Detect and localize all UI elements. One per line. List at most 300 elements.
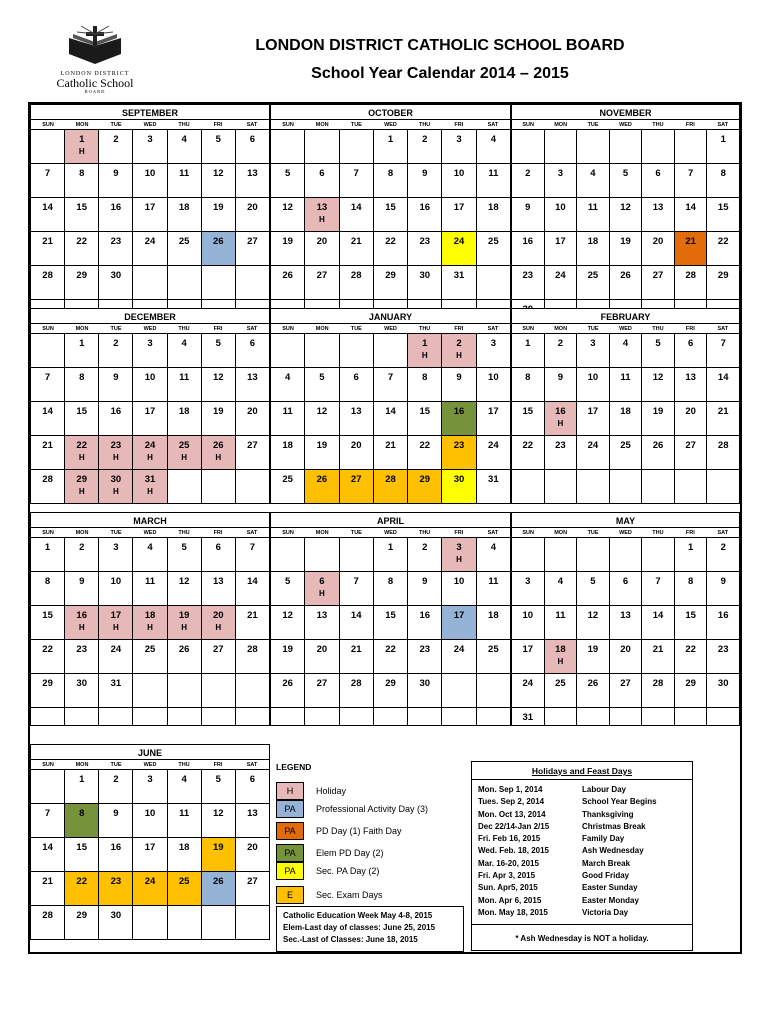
day-number: 11	[587, 202, 598, 213]
day-cell	[236, 402, 270, 436]
day-cell	[675, 674, 708, 708]
day-cell	[545, 334, 578, 368]
weekday-label: SAT	[246, 122, 258, 128]
day-cell	[477, 130, 511, 164]
day-number: 15	[42, 610, 53, 621]
day-number: 10	[587, 372, 599, 383]
day-number: 8	[79, 372, 85, 383]
day-number: 22	[76, 440, 87, 451]
day-cell	[610, 674, 643, 708]
day-cell	[512, 368, 545, 402]
weekday-label: SUN	[282, 326, 294, 332]
holiday-row	[472, 870, 692, 882]
day-number: 9	[422, 168, 428, 179]
day-number: 13	[247, 372, 258, 383]
day-number: 21	[42, 440, 53, 451]
day-number: 14	[42, 202, 53, 213]
day-cell	[374, 232, 408, 266]
day-cell	[707, 674, 740, 708]
holiday-name: School Year Begins	[582, 797, 657, 807]
note-catholic-education-week: Catholic Education Week May 4-8, 2015	[283, 911, 433, 920]
day-cell	[99, 266, 133, 300]
day-cell	[642, 198, 675, 232]
day-number: 17	[522, 644, 534, 655]
day-cell	[707, 436, 740, 470]
day-cell	[675, 436, 708, 470]
day-cell	[65, 402, 99, 436]
day-number: 30	[419, 270, 431, 281]
day-cell	[168, 402, 202, 436]
day-cell	[133, 838, 167, 872]
day-cell	[545, 436, 578, 470]
legend-item	[276, 800, 428, 818]
day-number: 2	[422, 542, 428, 553]
day-cell	[545, 606, 578, 640]
day-number: 17	[110, 610, 122, 621]
day-number: 27	[212, 644, 224, 655]
day-cell	[642, 572, 675, 606]
day-number: 1	[44, 542, 51, 553]
day-number: 22	[42, 644, 53, 655]
weekday-label: WED	[384, 530, 397, 536]
day-cell	[31, 838, 65, 872]
day-number: 13	[247, 168, 258, 179]
day-number: 5	[181, 542, 187, 553]
holiday-marker: H	[147, 623, 153, 632]
day-cell	[707, 572, 740, 606]
day-cell	[305, 266, 339, 300]
day-number: 24	[522, 678, 534, 689]
day-number: 6	[655, 168, 661, 179]
day-number: 29	[685, 678, 696, 689]
weekday-label: MON	[554, 122, 568, 128]
day-cell	[340, 436, 374, 470]
holiday-marker: H	[112, 487, 119, 496]
weekday-header	[511, 324, 740, 334]
day-number: 25	[587, 270, 599, 281]
day-cell	[545, 402, 578, 436]
weekday-label: THU	[178, 326, 190, 332]
empty-cell	[236, 906, 270, 940]
day-number: 5	[319, 372, 325, 383]
day-grid	[30, 334, 270, 504]
day-cell	[236, 436, 270, 470]
day-number: 7	[387, 372, 394, 383]
day-cell	[642, 436, 675, 470]
day-number: 14	[42, 842, 53, 853]
day-cell	[99, 164, 133, 198]
empty-cell	[707, 708, 740, 726]
day-cell	[271, 606, 305, 640]
day-cell	[65, 538, 99, 572]
day-number: 30	[110, 270, 122, 281]
holiday-name: Good Friday	[582, 871, 630, 881]
day-cell	[442, 402, 476, 436]
day-number: 1	[687, 542, 694, 553]
weekday-label: SAT	[487, 326, 499, 332]
day-number: 20	[247, 842, 258, 853]
legend-swatch: PA	[276, 862, 304, 880]
weekday-label: TUE	[350, 530, 362, 536]
day-cell	[675, 572, 708, 606]
holiday-row	[472, 845, 692, 857]
day-number: 18	[587, 236, 599, 247]
day-number: 19	[652, 406, 664, 417]
day-number: 11	[179, 808, 190, 819]
day-number: 9	[525, 202, 531, 213]
weekday-header	[270, 528, 511, 538]
day-cell	[31, 368, 65, 402]
day-cell	[31, 906, 65, 940]
empty-cell	[31, 770, 65, 804]
legend-item	[276, 886, 383, 904]
day-number: 7	[655, 576, 661, 587]
day-cell	[577, 164, 610, 198]
day-grid	[30, 130, 270, 318]
day-cell	[65, 572, 99, 606]
day-number: 29	[42, 678, 53, 689]
day-number: 23	[110, 876, 122, 887]
day-cell	[577, 368, 610, 402]
day-number: 15	[419, 406, 431, 417]
weekday-label: MON	[75, 326, 89, 332]
day-cell	[477, 232, 511, 266]
day-grid	[511, 130, 740, 318]
day-number: 27	[620, 678, 631, 689]
day-number: 13	[652, 202, 664, 213]
legend-swatch: PA	[276, 822, 304, 840]
day-cell	[610, 232, 643, 266]
holiday-name: Ash Wednesday	[582, 846, 644, 856]
day-number: 24	[488, 440, 499, 451]
day-cell	[577, 436, 610, 470]
holiday-marker: H	[78, 453, 85, 462]
day-cell	[31, 572, 65, 606]
day-cell	[65, 872, 99, 906]
day-number: 7	[44, 372, 51, 383]
day-number: 8	[687, 576, 694, 587]
day-number: 28	[385, 474, 396, 485]
day-number: 24	[144, 440, 156, 451]
weekday-label: MON	[75, 122, 89, 128]
day-grid	[270, 538, 511, 726]
day-cell	[610, 164, 643, 198]
empty-cell	[168, 674, 202, 708]
day-cell	[477, 334, 511, 368]
day-cell	[305, 470, 339, 504]
day-number: 21	[385, 440, 396, 451]
day-number: 20	[620, 644, 631, 655]
day-number: 28	[350, 270, 362, 281]
legend-swatch: H	[276, 782, 304, 800]
holiday-date: Mon. Sep 1, 2014	[478, 785, 543, 794]
day-number: 25	[178, 236, 190, 247]
day-cell	[374, 198, 408, 232]
day-cell	[202, 538, 236, 572]
day-cell	[99, 804, 133, 838]
empty-cell	[271, 708, 305, 726]
day-number: 19	[282, 644, 293, 655]
legend-item	[276, 862, 379, 880]
day-cell	[675, 334, 708, 368]
day-number: 1	[422, 338, 428, 349]
day-cell	[610, 436, 643, 470]
holiday-marker: H	[181, 623, 188, 632]
day-cell	[610, 402, 643, 436]
day-number: 27	[247, 876, 258, 887]
day-number: 3	[590, 338, 596, 349]
day-cell	[133, 804, 167, 838]
day-cell	[305, 572, 339, 606]
day-number: 25	[488, 236, 499, 247]
day-number: 15	[685, 610, 696, 621]
day-number: 1	[525, 338, 531, 349]
day-number: 27	[685, 440, 696, 451]
day-cell	[374, 368, 408, 402]
holiday-marker: H	[78, 623, 85, 632]
holiday-date: Tues. Sep 2, 2014	[478, 797, 545, 807]
day-cell	[99, 906, 133, 940]
day-number: 14	[350, 610, 362, 621]
day-number: 1	[387, 542, 394, 553]
day-number: 10	[453, 576, 465, 587]
day-cell	[577, 334, 610, 368]
day-number: 19	[212, 202, 224, 213]
day-number: 3	[557, 168, 563, 179]
weekday-label: SUN	[42, 762, 54, 768]
day-number: 26	[212, 236, 224, 247]
day-number: 19	[282, 236, 293, 247]
empty-cell	[374, 334, 408, 368]
day-number: 31	[453, 270, 465, 281]
weekday-label: SAT	[246, 530, 258, 536]
day-cell	[305, 674, 339, 708]
day-cell	[610, 572, 643, 606]
day-number: 29	[385, 270, 396, 281]
day-cell	[545, 164, 578, 198]
day-number: 9	[113, 808, 119, 819]
day-number: 6	[319, 576, 325, 587]
day-cell	[577, 606, 610, 640]
day-number: 19	[316, 440, 328, 451]
day-cell	[271, 402, 305, 436]
weekday-label: SUN	[522, 530, 535, 536]
day-cell	[408, 402, 442, 436]
day-cell	[340, 266, 374, 300]
day-cell	[99, 232, 133, 266]
weekday-label: THU	[418, 122, 431, 128]
day-number: 8	[387, 168, 394, 179]
day-number: 4	[181, 134, 187, 145]
weekday-label: FRI	[213, 762, 223, 768]
day-cell	[305, 402, 339, 436]
day-number: 6	[249, 338, 256, 349]
day-number: 3	[456, 134, 462, 145]
day-cell	[99, 606, 133, 640]
day-cell	[271, 640, 305, 674]
day-cell	[374, 164, 408, 198]
holiday-name: Easter Monday	[582, 895, 639, 905]
day-number: 23	[419, 236, 431, 247]
holiday-name: Victoria Day	[582, 907, 629, 917]
day-cell	[202, 770, 236, 804]
day-cell	[65, 804, 99, 838]
day-cell	[31, 402, 65, 436]
weekday-label: SAT	[246, 762, 258, 768]
day-number: 9	[113, 372, 119, 383]
day-number: 12	[282, 610, 293, 621]
empty-cell	[133, 708, 167, 726]
day-grid	[30, 538, 270, 726]
day-cell	[168, 770, 202, 804]
day-number: 30	[76, 678, 87, 689]
day-grid	[30, 770, 270, 940]
holiday-marker: H	[147, 487, 153, 496]
day-cell	[340, 164, 374, 198]
day-number: 17	[587, 406, 599, 417]
day-cell	[512, 572, 545, 606]
empty-cell	[168, 906, 202, 940]
day-number: 26	[282, 678, 293, 689]
day-cell	[31, 232, 65, 266]
day-cell	[65, 368, 99, 402]
day-number: 25	[178, 440, 190, 451]
day-number: 27	[247, 236, 258, 247]
day-number: 15	[522, 406, 534, 417]
day-number: 9	[79, 576, 85, 587]
holiday-date: Fri. Feb 16, 2015	[478, 834, 541, 844]
day-cell	[408, 572, 442, 606]
day-number: 2	[557, 338, 563, 349]
day-cell	[442, 572, 476, 606]
day-cell	[236, 838, 270, 872]
weekday-header	[30, 120, 270, 130]
holiday-date: Sun. Apr5, 2015	[478, 883, 538, 893]
empty-cell	[545, 538, 578, 572]
day-cell	[271, 198, 305, 232]
day-number: 21	[717, 406, 729, 417]
day-number: 2	[113, 134, 119, 145]
day-number: 20	[247, 202, 258, 213]
empty-cell	[477, 266, 511, 300]
day-cell	[512, 266, 545, 300]
day-number: 2	[456, 338, 462, 349]
day-number: 18	[178, 406, 190, 417]
day-cell	[271, 368, 305, 402]
day-cell	[236, 872, 270, 906]
day-number: 9	[557, 372, 563, 383]
day-number: 10	[453, 168, 465, 179]
holiday-row	[472, 809, 692, 821]
day-cell	[477, 368, 511, 402]
day-number: 3	[456, 542, 462, 553]
day-number: 16	[76, 610, 87, 621]
day-number: 15	[76, 842, 87, 853]
weekday-label: TUE	[110, 326, 122, 332]
day-cell	[477, 402, 511, 436]
empty-cell	[168, 470, 202, 504]
day-number: 4	[490, 134, 496, 145]
weekday-header	[511, 528, 740, 538]
day-cell	[31, 606, 65, 640]
empty-cell	[340, 334, 374, 368]
day-cell	[99, 130, 133, 164]
empty-cell	[202, 266, 236, 300]
day-number: 4	[147, 542, 153, 553]
day-number: 17	[144, 842, 156, 853]
day-cell	[442, 606, 476, 640]
holiday-row	[472, 796, 692, 808]
holiday-date: Fri. Apr 3, 2015	[478, 871, 536, 881]
day-number: 11	[555, 610, 566, 621]
day-number: 5	[215, 134, 221, 145]
day-number: 6	[353, 372, 359, 383]
day-cell	[168, 436, 202, 470]
day-cell	[202, 130, 236, 164]
day-number: 25	[144, 644, 156, 655]
day-number: 2	[113, 338, 119, 349]
day-number: 21	[685, 236, 696, 247]
day-cell	[408, 164, 442, 198]
day-cell	[305, 640, 339, 674]
weekday-label: WED	[143, 326, 157, 332]
day-number: 12	[212, 808, 224, 819]
day-number: 11	[179, 168, 190, 179]
day-cell	[707, 266, 740, 300]
day-number: 12	[178, 576, 190, 587]
day-number: 23	[110, 236, 122, 247]
month-name: NOVEMBER	[511, 104, 740, 120]
weekday-label: MON	[554, 530, 568, 536]
holiday-date: Mon. Oct 13, 2014	[478, 809, 546, 819]
weekday-label: FRI	[454, 122, 464, 128]
day-number: 14	[652, 610, 664, 621]
holiday-date: Dec 22/14-Jan 2/15	[478, 821, 550, 831]
day-cell	[271, 232, 305, 266]
empty-cell	[340, 130, 374, 164]
empty-cell	[271, 334, 305, 368]
empty-cell	[65, 708, 99, 726]
day-cell	[271, 436, 305, 470]
weekday-label: THU	[178, 530, 190, 536]
day-number: 22	[76, 236, 87, 247]
day-grid	[511, 538, 740, 726]
day-number: 27	[652, 270, 664, 281]
day-cell	[133, 538, 167, 572]
board-logo	[44, 24, 146, 102]
weekday-label: MON	[315, 326, 329, 332]
day-number: 13	[685, 372, 696, 383]
day-number: 18	[282, 440, 293, 451]
day-cell	[408, 368, 442, 402]
day-cell	[512, 436, 545, 470]
holiday-row	[472, 907, 692, 919]
empty-cell	[675, 470, 708, 504]
day-cell	[236, 606, 270, 640]
day-cell	[133, 770, 167, 804]
empty-cell	[577, 130, 610, 164]
day-number: 22	[717, 236, 729, 247]
weekday-label: THU	[652, 326, 664, 332]
day-cell	[577, 640, 610, 674]
day-cell	[65, 674, 99, 708]
day-number: 26	[587, 678, 599, 689]
day-cell	[642, 402, 675, 436]
empty-cell	[577, 470, 610, 504]
holiday-marker: H	[319, 215, 325, 224]
day-cell	[202, 198, 236, 232]
day-cell	[305, 232, 339, 266]
